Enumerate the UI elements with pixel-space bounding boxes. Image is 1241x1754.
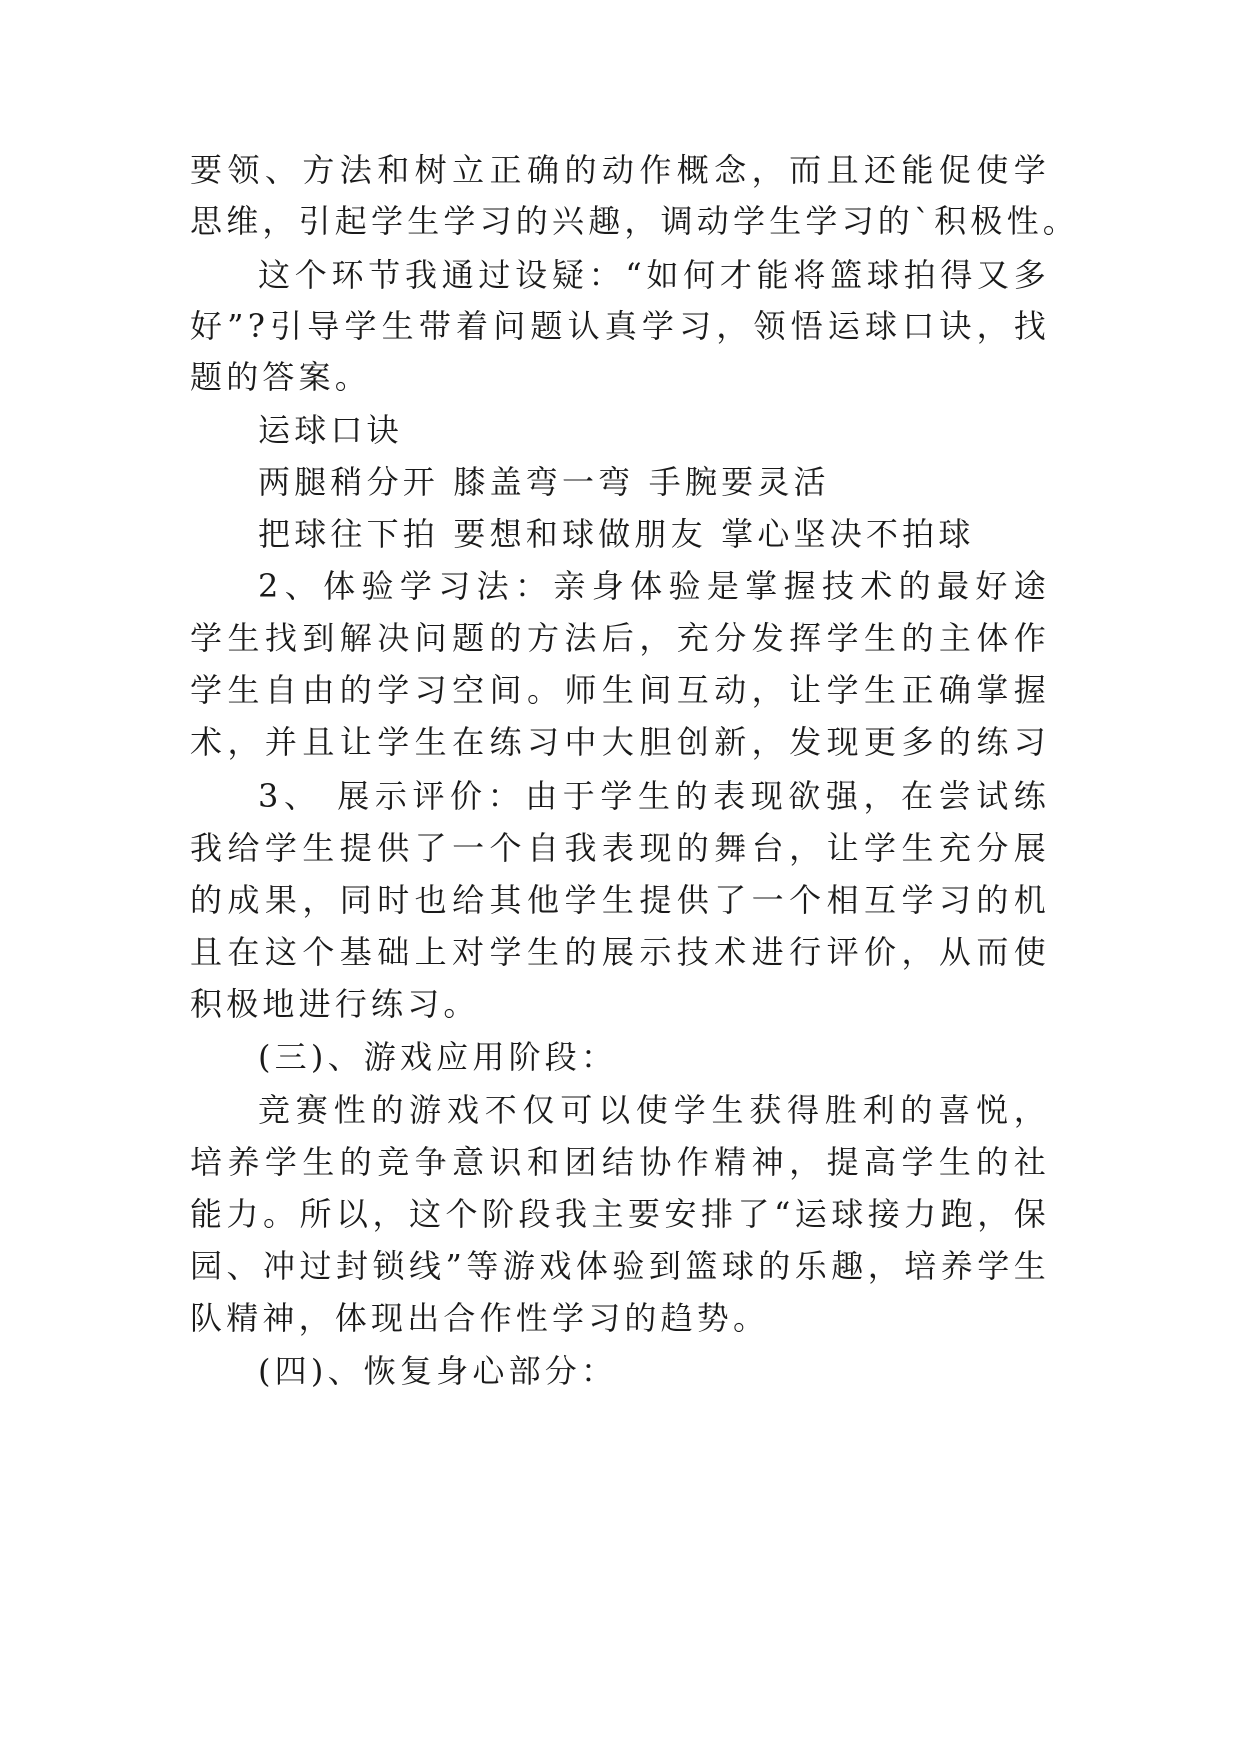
section-heading-3: (三)、游戏应用阶段： — [258, 1038, 618, 1076]
section-heading-4: (四)、恢复身心部分： — [258, 1352, 618, 1390]
text-line-13: 3、 展示评价：由于学生的表现欲强，在尝试练 — [258, 777, 1050, 815]
text-line-20: 培养学生的竞争意识和团结协作精神，提高学生的社 — [190, 1143, 1050, 1181]
text-line-15: 的成果，同时也给其他学生提供了一个相互学习的机 — [190, 881, 1050, 919]
text-line-12: 术，并且让学生在练习中大胆创新，发现更多的练习 — [190, 723, 1050, 761]
text-line-14: 我给学生提供了一个自我表现的舞台，让学生充分展 — [190, 829, 1050, 867]
text-line-9: 2、体验学习法：亲身体验是掌握技术的最好途 — [258, 567, 1050, 605]
text-line-22: 园、冲过封锁线”等游戏体验到篮球的乐趣，培养学生 — [190, 1247, 1050, 1285]
text-line-10: 学生找到解决问题的方法后，充分发挥学生的主体作 — [190, 619, 1050, 657]
text-line-2: 思维，引起学生学习的兴趣，调动学生学习的`积极性。 — [190, 202, 1080, 240]
text-line-1: 要领、方法和树立正确的动作概念，而且还能促使学 — [190, 151, 1050, 189]
text-line-17: 积极地进行练习。 — [190, 985, 480, 1023]
text-line-4: 好”?引导学生带着问题认真学习，领悟运球口诀，找 — [190, 307, 1050, 345]
text-line-7: 两腿稍分开 膝盖弯一弯 手腕要灵活 — [258, 463, 830, 501]
text-line-8: 把球往下拍 要想和球做朋友 掌心坚决不拍球 — [258, 515, 975, 553]
text-line-6: 运球口诀 — [258, 411, 403, 449]
text-line-16: 且在这个基础上对学生的展示技术进行评价，从而使 — [190, 933, 1050, 971]
text-line-19: 竞赛性的游戏不仅可以使学生获得胜利的喜悦， — [258, 1091, 1050, 1129]
text-line-21: 能力。所以，这个阶段我主要安排了“运球接力跑，保 — [190, 1195, 1050, 1233]
text-line-23: 队精神，体现出合作性学习的趋势。 — [190, 1299, 770, 1337]
text-line-11: 学生自由的学习空间。师生间互动，让学生正确掌握 — [190, 671, 1050, 709]
text-line-5: 题的答案。 — [190, 358, 372, 396]
text-line-3: 这个环节我通过设疑：“如何才能将篮球拍得又多 — [258, 256, 1050, 294]
